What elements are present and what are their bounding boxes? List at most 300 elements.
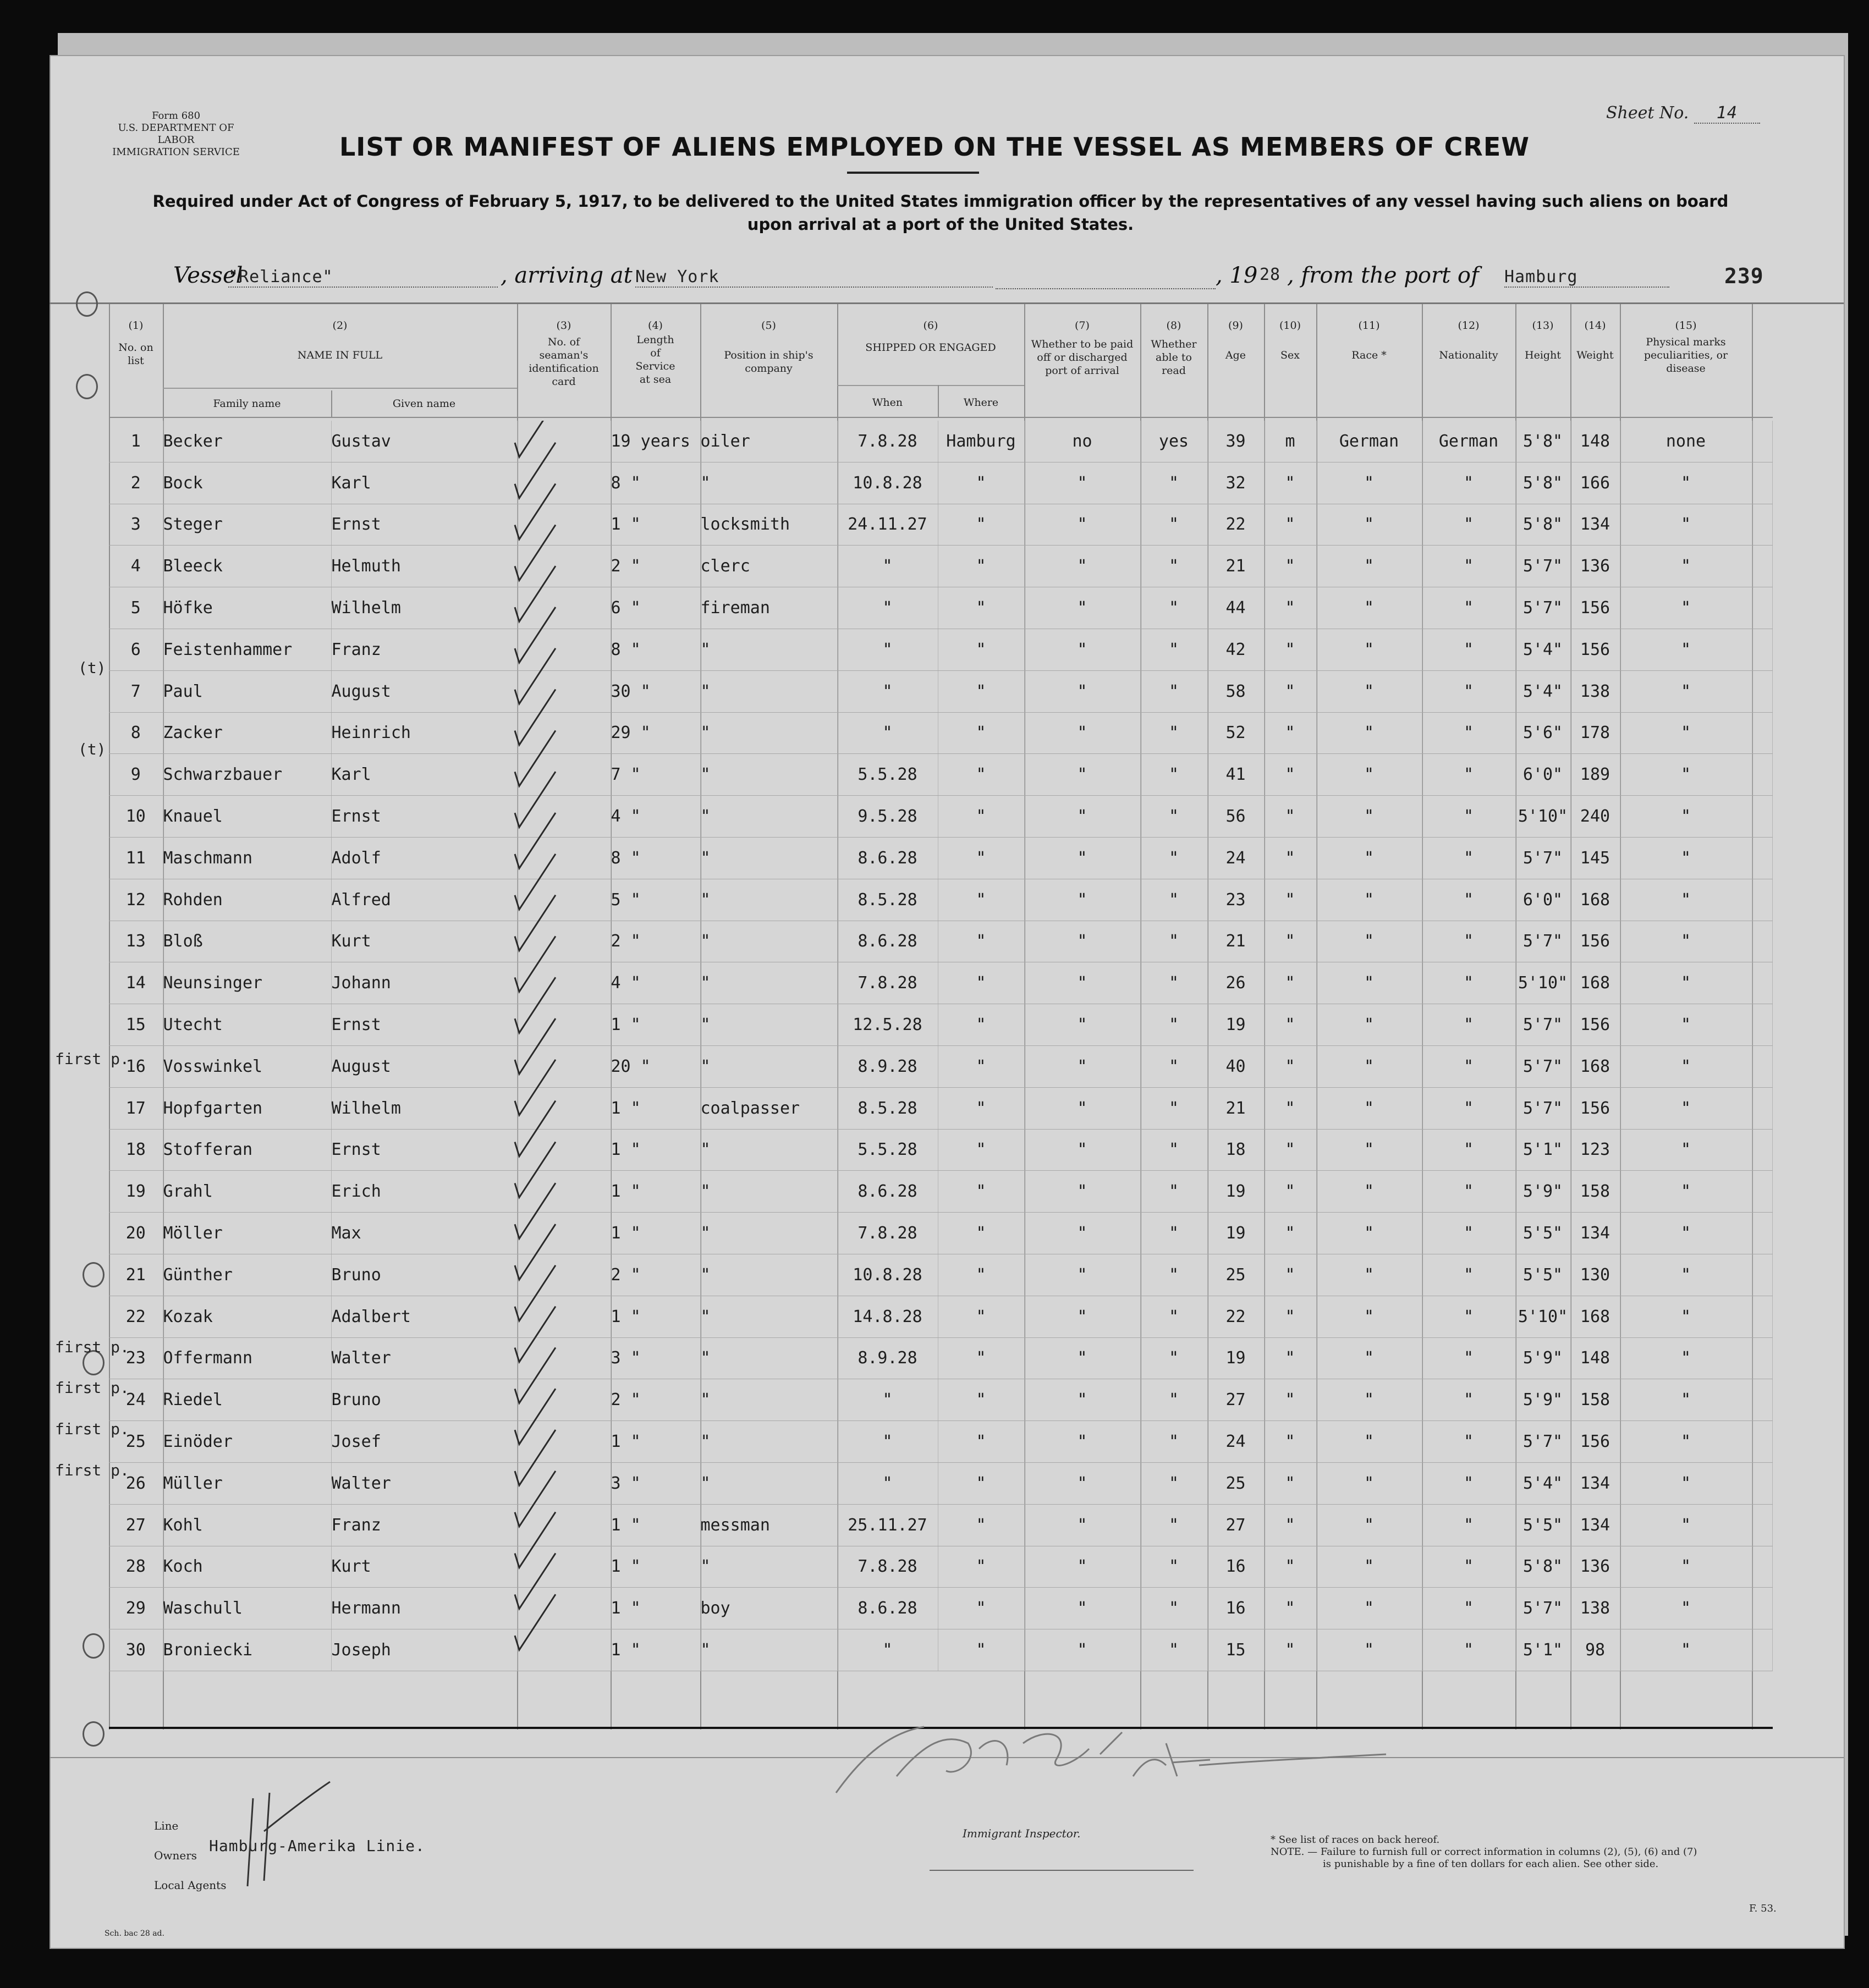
- check-mark: [515, 977, 556, 1033]
- cell-shipped-when: 9.5.28: [837, 796, 938, 838]
- cell-row-number: 26: [109, 1462, 163, 1504]
- cell-able-to-read: ": [1140, 587, 1207, 629]
- cell-margin-pad: [1752, 837, 1772, 879]
- inspector-label: Immigrant Inspector.: [963, 1827, 1081, 1840]
- margin-note-first-p: first p.: [55, 1420, 129, 1439]
- cell-race: ": [1316, 1629, 1422, 1671]
- cell-able-to-read: ": [1140, 962, 1207, 1004]
- cell-physical-marks: ": [1620, 670, 1752, 712]
- cell-height: 5'7": [1515, 1087, 1570, 1129]
- cell-age: 41: [1207, 754, 1264, 796]
- header-weight: [1570, 319, 1620, 362]
- header-col4-label: Length of Service at sea: [635, 334, 675, 386]
- cell-sex: ": [1264, 1421, 1316, 1463]
- cell-weight: 148: [1570, 421, 1620, 462]
- cell-shipped-where: ": [938, 1462, 1024, 1504]
- cell-weight: 240: [1570, 796, 1620, 838]
- cell-physical-marks: ": [1620, 504, 1752, 546]
- cell-weight: 168: [1570, 1296, 1620, 1337]
- cell-race: ": [1316, 712, 1422, 754]
- cell-physical-marks: ": [1620, 962, 1752, 1004]
- cell-given-name: Ernst: [331, 1129, 517, 1171]
- cell-race: ": [1316, 837, 1422, 879]
- check-mark: [515, 730, 556, 786]
- cell-able-to-read: ": [1140, 1045, 1207, 1087]
- title-rule: [847, 172, 979, 174]
- cell-margin-pad: [1752, 629, 1772, 670]
- cell-able-to-read: ": [1140, 546, 1207, 587]
- cell-physical-marks: ": [1620, 1629, 1752, 1671]
- header-col9-label: Age: [1225, 349, 1246, 361]
- cell-paid-off: ": [1024, 1504, 1140, 1546]
- cell-length-of-service: 2 ": [611, 546, 700, 587]
- cell-margin-pad: [1752, 462, 1772, 504]
- cell-paid-off: ": [1024, 504, 1140, 546]
- cell-physical-marks: ": [1620, 629, 1752, 670]
- table-row: [109, 1337, 1772, 1379]
- header-col8-number: (8): [1166, 320, 1181, 332]
- cell-position: ": [700, 1296, 837, 1337]
- cell-able-to-read: ": [1140, 1129, 1207, 1171]
- cell-family-name: Schwarzbauer: [163, 754, 331, 796]
- cell-physical-marks: ": [1620, 879, 1752, 921]
- cell-margin-pad: [1752, 504, 1772, 546]
- cell-family-name: Günther: [163, 1254, 331, 1296]
- cell-sex: ": [1264, 1379, 1316, 1421]
- cell-sex: ": [1264, 1462, 1316, 1504]
- cell-family-name: Einöder: [163, 1421, 331, 1463]
- margin-note-first-p: first p.: [55, 1337, 129, 1356]
- cell-age: 40: [1207, 1045, 1264, 1087]
- cell-age: 19: [1207, 1337, 1264, 1379]
- cell-length-of-service: 4 ": [611, 962, 700, 1004]
- table-row: [109, 1546, 1772, 1588]
- cell-family-name: Riedel: [163, 1379, 331, 1421]
- owners-label: Owners: [154, 1849, 197, 1862]
- cell-weight: 145: [1570, 837, 1620, 879]
- cell-sex: ": [1264, 1213, 1316, 1254]
- cell-row-number: 9: [109, 754, 163, 796]
- punch-hole: [76, 374, 98, 399]
- header-col12-number: (12): [1458, 320, 1480, 332]
- cell-nationality: ": [1422, 629, 1515, 670]
- cell-sex: ": [1264, 921, 1316, 962]
- cell-able-to-read: ": [1140, 796, 1207, 838]
- sheet-number-value: 14: [1694, 103, 1760, 124]
- cell-shipped-when: ": [837, 712, 938, 754]
- cell-nationality: ": [1422, 1045, 1515, 1087]
- form-number: Form 680: [151, 110, 201, 122]
- cell-margin-pad: [1752, 796, 1772, 838]
- cell-shipped-where: ": [938, 837, 1024, 879]
- cell-weight: 98: [1570, 1629, 1620, 1671]
- cell-margin-pad: [1752, 1379, 1772, 1421]
- cell-paid-off: ": [1024, 1129, 1140, 1171]
- cell-nationality: ": [1422, 837, 1515, 879]
- cell-position: ": [700, 1004, 837, 1046]
- cell-weight: 130: [1570, 1254, 1620, 1296]
- cell-nationality: ": [1422, 587, 1515, 629]
- cell-family-name: Bock: [163, 462, 331, 504]
- cell-paid-off: ": [1024, 1213, 1140, 1254]
- cell-shipped-where: ": [938, 1004, 1024, 1046]
- cell-shipped-where: ": [938, 629, 1024, 670]
- cell-shipped-when: 8.6.28: [837, 1171, 938, 1213]
- table-top-rule: [50, 302, 1844, 304]
- cell-shipped-when: ": [837, 1462, 938, 1504]
- header-col9-number: (9): [1228, 320, 1243, 332]
- cell-length-of-service: 1 ": [611, 1213, 700, 1254]
- cell-weight: 166: [1570, 462, 1620, 504]
- cell-given-name: Adolf: [331, 837, 517, 879]
- cell-paid-off: ": [1024, 587, 1140, 629]
- cell-margin-pad: [1752, 879, 1772, 921]
- cell-able-to-read: ": [1140, 921, 1207, 962]
- header-name-in-full: [163, 319, 517, 362]
- header-able-to-read: [1140, 319, 1207, 377]
- cell-given-name: Ernst: [331, 1004, 517, 1046]
- cell-paid-off: ": [1024, 1296, 1140, 1337]
- cell-length-of-service: 2 ": [611, 1254, 700, 1296]
- header-shipped-or-engaged: [837, 319, 1024, 354]
- cell-paid-off: ": [1024, 879, 1140, 921]
- cell-margin-pad: [1752, 1171, 1772, 1213]
- penalty-note-2: is punishable by a fine of ten dollars for each alien. See other side.: [1323, 1858, 1659, 1870]
- cell-row-number: 16: [109, 1045, 163, 1087]
- cell-length-of-service: 1 ": [611, 1588, 700, 1629]
- cell-able-to-read: ": [1140, 462, 1207, 504]
- card-check-marks: [512, 421, 611, 1658]
- cell-shipped-when: 7.8.28: [837, 962, 938, 1004]
- cell-position: ": [700, 1171, 837, 1213]
- cell-height: 5'8": [1515, 462, 1570, 504]
- cell-nationality: ": [1422, 754, 1515, 796]
- cell-length-of-service: 3 ": [611, 1462, 700, 1504]
- cell-position: ": [700, 879, 837, 921]
- cell-length-of-service: 1 ": [611, 1629, 700, 1671]
- cell-physical-marks: ": [1620, 1087, 1752, 1129]
- subtitle-line-1: Required under Act of Congress of February 5, 1917, to be delivered to the United States immigration officer by the representatives of any vessel having such aliens on board: [152, 192, 1729, 211]
- cell-age: 16: [1207, 1546, 1264, 1588]
- cell-race: ": [1316, 1129, 1422, 1171]
- cell-shipped-where: ": [938, 546, 1024, 587]
- cell-height: 5'7": [1515, 921, 1570, 962]
- cell-given-name: Wilhelm: [331, 1087, 517, 1129]
- table-row: [109, 712, 1772, 754]
- punch-hole: [83, 1721, 105, 1747]
- cell-row-number: 12: [109, 879, 163, 921]
- header-col10-number: (10): [1279, 320, 1301, 332]
- cell-weight: 156: [1570, 587, 1620, 629]
- cell-nationality: ": [1422, 546, 1515, 587]
- cell-length-of-service: 7 ": [611, 754, 700, 796]
- cell-shipped-where: ": [938, 1379, 1024, 1421]
- cell-race: ": [1316, 670, 1422, 712]
- cell-race: ": [1316, 1504, 1422, 1546]
- cell-physical-marks: ": [1620, 546, 1752, 587]
- cell-position: oiler: [700, 421, 837, 462]
- cell-paid-off: ": [1024, 1379, 1140, 1421]
- cell-paid-off: ": [1024, 1546, 1140, 1588]
- cell-family-name: Zacker: [163, 712, 331, 754]
- cell-margin-pad: [1752, 921, 1772, 962]
- margin-mark-row-6: (t): [78, 659, 106, 677]
- cell-weight: 189: [1570, 754, 1620, 796]
- check-mark: [515, 1142, 556, 1197]
- year-suffix: 28: [1260, 265, 1281, 284]
- margin-note-first-p: first p.: [55, 1050, 129, 1068]
- cell-family-name: Hopfgarten: [163, 1087, 331, 1129]
- cell-physical-marks: ": [1620, 796, 1752, 838]
- cell-paid-off: no: [1024, 421, 1140, 462]
- table-row: [109, 1045, 1772, 1087]
- cell-height: 5'7": [1515, 1004, 1570, 1046]
- cell-shipped-when: 8.6.28: [837, 837, 938, 879]
- cell-shipped-when: 10.8.28: [837, 462, 938, 504]
- cell-able-to-read: ": [1140, 754, 1207, 796]
- cell-family-name: Bloß: [163, 921, 331, 962]
- margin-mark-row-8: (t): [78, 740, 106, 758]
- cell-shipped-when: 8.9.28: [837, 1337, 938, 1379]
- cell-shipped-where: ": [938, 1213, 1024, 1254]
- cell-height: 5'4": [1515, 670, 1570, 712]
- cell-row-number: 20: [109, 1213, 163, 1254]
- punch-hole: [76, 291, 98, 317]
- cell-sex: ": [1264, 462, 1316, 504]
- table-row: [109, 1087, 1772, 1129]
- cell-given-name: Walter: [331, 1337, 517, 1379]
- cell-age: 19: [1207, 1171, 1264, 1213]
- cell-nationality: ": [1422, 712, 1515, 754]
- check-mark: [515, 607, 556, 663]
- header-col12-label: Nationality: [1439, 349, 1498, 361]
- cell-physical-marks: ": [1620, 1004, 1752, 1046]
- cell-position: ": [700, 629, 837, 670]
- check-mark: [515, 690, 556, 745]
- cell-row-number: 10: [109, 796, 163, 838]
- cell-shipped-when: 25.11.27: [837, 1504, 938, 1546]
- cell-shipped-when: ": [837, 629, 938, 670]
- header-col13-label: Height: [1525, 349, 1561, 361]
- cell-paid-off: ": [1024, 546, 1140, 587]
- cell-sex: ": [1264, 1129, 1316, 1171]
- cell-margin-pad: [1752, 1296, 1772, 1337]
- cell-position: boy: [700, 1588, 837, 1629]
- cell-row-number: 13: [109, 921, 163, 962]
- cell-length-of-service: 2 ": [611, 1379, 700, 1421]
- cell-given-name: Kurt: [331, 1546, 517, 1588]
- table-row: [109, 921, 1772, 962]
- punch-hole: [83, 1262, 105, 1287]
- vessel-name: "Reliance": [228, 267, 498, 288]
- cell-family-name: Höfke: [163, 587, 331, 629]
- cell-weight: 148: [1570, 1337, 1620, 1379]
- cell-paid-off: ": [1024, 754, 1140, 796]
- table-row: [109, 546, 1772, 587]
- header-given-name: Given name: [392, 398, 456, 410]
- cell-margin-pad: [1752, 1462, 1772, 1504]
- page-title: LIST OR MANIFEST OF ALIENS EMPLOYED ON THE VESSEL AS MEMBERS OF CREW: [339, 132, 1530, 162]
- cell-position: ": [700, 1629, 837, 1671]
- cell-shipped-where: ": [938, 462, 1024, 504]
- shipped-subheader-rule: [837, 385, 1024, 386]
- punch-hole: [83, 1633, 105, 1659]
- cell-position: ": [700, 670, 837, 712]
- header-col7-number: (7): [1075, 320, 1090, 332]
- cell-weight: 136: [1570, 1546, 1620, 1588]
- cell-shipped-when: ": [837, 1629, 938, 1671]
- cell-nationality: ": [1422, 1379, 1515, 1421]
- cell-family-name: Offermann: [163, 1337, 331, 1379]
- cell-age: 42: [1207, 629, 1264, 670]
- header-height: [1515, 319, 1570, 362]
- cell-sex: ": [1264, 629, 1316, 670]
- cell-shipped-where: Hamburg: [938, 421, 1024, 462]
- table-row: [109, 1254, 1772, 1296]
- cell-age: 56: [1207, 796, 1264, 838]
- cell-able-to-read: ": [1140, 1337, 1207, 1379]
- cell-height: 5'7": [1515, 1045, 1570, 1087]
- cell-shipped-when: 7.8.28: [837, 1213, 938, 1254]
- cell-shipped-when: ": [837, 1379, 938, 1421]
- cell-paid-off: ": [1024, 921, 1140, 962]
- cell-length-of-service: 1 ": [611, 1546, 700, 1588]
- check-mark: [515, 1060, 556, 1115]
- races-note: * See list of races on back hereof.: [1271, 1834, 1440, 1846]
- year-prefix: , 19: [1216, 263, 1258, 288]
- table-row: [109, 670, 1772, 712]
- cell-physical-marks: ": [1620, 1337, 1752, 1379]
- cell-nationality: ": [1422, 1129, 1515, 1171]
- cell-race: ": [1316, 796, 1422, 838]
- cell-nationality: ": [1422, 462, 1515, 504]
- check-mark: [515, 1183, 556, 1238]
- cell-able-to-read: ": [1140, 504, 1207, 546]
- department-name: U.S. DEPARTMENT OF LABOR: [118, 122, 234, 146]
- cell-position: ": [700, 1045, 837, 1087]
- cell-age: 32: [1207, 462, 1264, 504]
- check-mark: [515, 1389, 556, 1444]
- cell-paid-off: ": [1024, 1171, 1140, 1213]
- cell-margin-pad: [1752, 962, 1772, 1004]
- cell-given-name: Bruno: [331, 1254, 517, 1296]
- table-row: [109, 462, 1772, 504]
- cell-height: 5'1": [1515, 1629, 1570, 1671]
- cell-length-of-service: 8 ": [611, 462, 700, 504]
- header-nationality: [1422, 319, 1515, 362]
- cell-sex: ": [1264, 546, 1316, 587]
- header-col5-number: (5): [761, 320, 776, 332]
- page-number: 239: [1724, 264, 1764, 288]
- cell-given-name: Ernst: [331, 504, 517, 546]
- cell-able-to-read: ": [1140, 1421, 1207, 1463]
- footer-notes: [1271, 1834, 1755, 1870]
- cell-paid-off: ": [1024, 629, 1140, 670]
- voyage-line: [173, 263, 1785, 296]
- cell-race: ": [1316, 1546, 1422, 1588]
- check-mark: [515, 1224, 556, 1280]
- cell-physical-marks: ": [1620, 1296, 1752, 1337]
- cell-margin-pad: [1752, 1629, 1772, 1671]
- header-col5-label: Position in ship's company: [724, 349, 813, 375]
- cell-age: 25: [1207, 1254, 1264, 1296]
- cell-nationality: ": [1422, 1504, 1515, 1546]
- cell-sex: ": [1264, 879, 1316, 921]
- cell-paid-off: ": [1024, 796, 1140, 838]
- cell-nationality: ": [1422, 1171, 1515, 1213]
- cell-shipped-when: 8.6.28: [837, 1588, 938, 1629]
- cell-family-name: Müller: [163, 1462, 331, 1504]
- header-physical-marks: [1620, 319, 1752, 375]
- cell-nationality: ": [1422, 796, 1515, 838]
- cell-height: 5'4": [1515, 1462, 1570, 1504]
- cell-row-number: 4: [109, 546, 163, 587]
- check-mark: [515, 648, 556, 704]
- cell-paid-off: ": [1024, 1045, 1140, 1087]
- cell-shipped-where: ": [938, 504, 1024, 546]
- table-row: [109, 1129, 1772, 1171]
- cell-length-of-service: 19 years: [611, 421, 700, 462]
- cell-shipped-where: ": [938, 1045, 1024, 1087]
- cell-family-name: Maschmann: [163, 837, 331, 879]
- cell-race: ": [1316, 754, 1422, 796]
- cell-physical-marks: ": [1620, 921, 1752, 962]
- cell-row-number: 23: [109, 1337, 163, 1379]
- cell-sex: ": [1264, 1337, 1316, 1379]
- cell-length-of-service: 2 ": [611, 921, 700, 962]
- cell-margin-pad: [1752, 1045, 1772, 1087]
- cell-sex: ": [1264, 837, 1316, 879]
- cell-able-to-read: ": [1140, 1171, 1207, 1213]
- cell-sex: ": [1264, 1546, 1316, 1588]
- cell-position: ": [700, 1462, 837, 1504]
- sheet-number-field: [1606, 103, 1760, 124]
- cell-nationality: German: [1422, 421, 1515, 462]
- cell-age: 18: [1207, 1129, 1264, 1171]
- cell-able-to-read: ": [1140, 1213, 1207, 1254]
- cell-age: 21: [1207, 1087, 1264, 1129]
- cell-race: ": [1316, 1421, 1422, 1463]
- cell-height: 5'5": [1515, 1213, 1570, 1254]
- table-row: [109, 1504, 1772, 1546]
- cell-position: ": [700, 796, 837, 838]
- cell-margin-pad: [1752, 1546, 1772, 1588]
- header-col2-label: NAME IN FULL: [297, 349, 383, 361]
- check-mark: [515, 443, 556, 498]
- cell-age: 23: [1207, 879, 1264, 921]
- cell-shipped-where: ": [938, 1337, 1024, 1379]
- check-mark: [515, 1553, 556, 1609]
- cell-physical-marks: ": [1620, 1462, 1752, 1504]
- owners-value: Hamburg-Amerika Linie.: [209, 1837, 425, 1855]
- cell-shipped-when: ": [837, 546, 938, 587]
- cell-able-to-read: ": [1140, 1379, 1207, 1421]
- cell-length-of-service: 29 ": [611, 712, 700, 754]
- cell-margin-pad: [1752, 1213, 1772, 1254]
- cell-shipped-where: ": [938, 1254, 1024, 1296]
- cell-sex: ": [1264, 1588, 1316, 1629]
- cell-length-of-service: 5 ": [611, 879, 700, 921]
- header-paid-off: [1024, 319, 1140, 377]
- cell-shipped-when: 8.6.28: [837, 921, 938, 962]
- cell-paid-off: ": [1024, 712, 1140, 754]
- cell-nationality: ": [1422, 1337, 1515, 1379]
- cell-given-name: Heinrich: [331, 712, 517, 754]
- cell-row-number: 18: [109, 1129, 163, 1171]
- cell-race: ": [1316, 1588, 1422, 1629]
- cell-physical-marks: ": [1620, 837, 1752, 879]
- cell-given-name: Gustav: [331, 421, 517, 462]
